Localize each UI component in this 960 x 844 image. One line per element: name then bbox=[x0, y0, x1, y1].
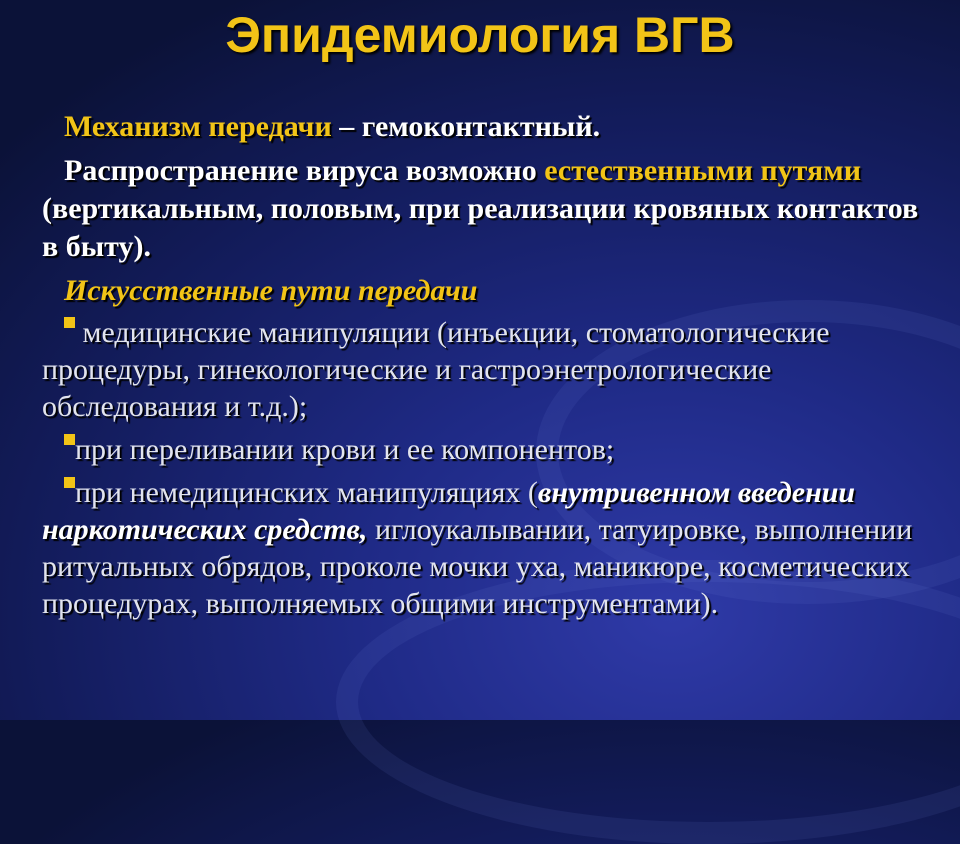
list-item-text: медицинские манипуляции (инъекции, стоматологические процедуры, гинекологические и гастроэнетрологические обследования и т.д.); bbox=[42, 316, 830, 423]
list-item bbox=[42, 431, 922, 468]
list-item-text: при немедицинских манипуляциях ( bbox=[75, 476, 538, 509]
mechanism-value: – гемоконтактный. bbox=[331, 110, 601, 143]
list-item-text-end: иглоукалывании, татуировке, выполнении ритуальных обрядов, проколе мочки уха, маникюре, косметических процедурах, выполняемых общими инструментами). bbox=[42, 513, 913, 620]
spread-paragraph bbox=[42, 152, 922, 266]
bullet-square-icon bbox=[64, 317, 75, 328]
list-item-text: при переливании крови и ее компонентов; bbox=[75, 433, 615, 466]
natural-routes-highlight: естественными путями bbox=[544, 154, 861, 187]
mechanism-label: Механизм передачи bbox=[64, 110, 332, 143]
artificial-routes-heading: Искусственные пути передачи bbox=[64, 274, 478, 307]
transmission-mechanism bbox=[42, 108, 922, 146]
bullet-square-icon bbox=[64, 477, 75, 488]
bullet-square-icon bbox=[64, 434, 75, 445]
drug-injection-emphasis: внутривенном введении наркотических средств, bbox=[42, 476, 856, 546]
list-item bbox=[42, 314, 922, 425]
slide-body bbox=[42, 108, 922, 628]
slide-title: Эпидемиология ВГВ bbox=[225, 7, 735, 63]
spread-text-start: Распространение вируса возможно bbox=[64, 154, 545, 187]
list-item bbox=[42, 474, 922, 622]
spread-text-end: (вертикальным, половым, при реализации кровяных контактов в быту). bbox=[42, 192, 919, 263]
